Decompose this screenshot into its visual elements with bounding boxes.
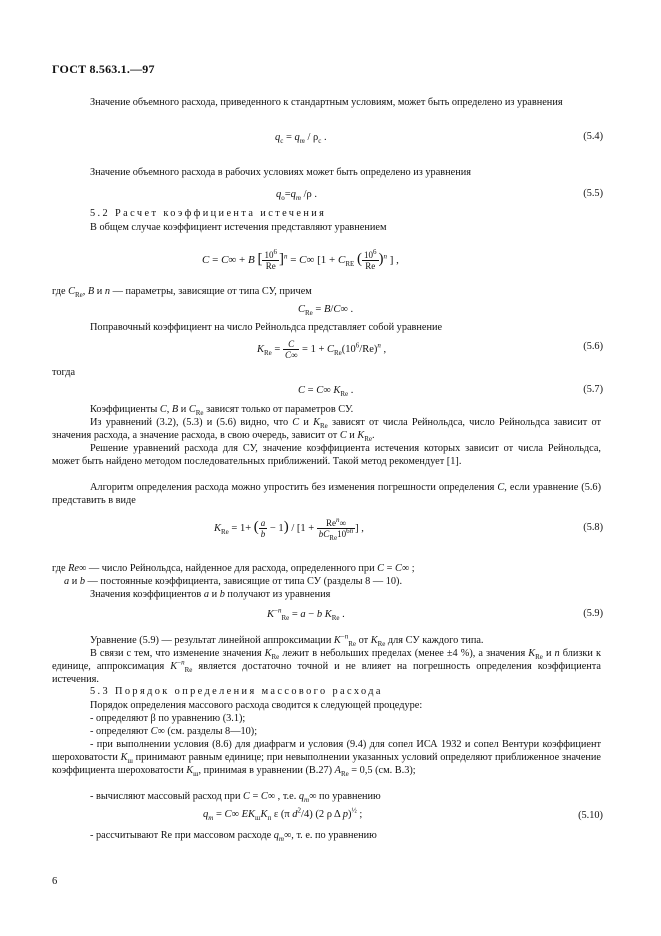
- equation-5-5: $q_о=q_m$ /ρ .: [276, 189, 318, 203]
- list-item: - определяют β по уравнению (3.1);: [90, 713, 246, 724]
- paragraph-dependency: Из уравнений (3.2), (5.3) и (5.6) видно, что C и $K_{Re}$ зависят от числа Рейнольдса, число Рейнольдса зависит от значения расхода, а значение расхода, в свою очередь, зависит от C и $K_{Re}$.: [52, 417, 601, 444]
- paragraph-then: тогда: [52, 367, 76, 378]
- list-item: - вычисляют массовый расход при C = C∞ , т.е. $q_m\infty$ по уравнению: [90, 791, 381, 805]
- list-item: - при выполнении условия (8.6) для диафрагм и условия (9.4) для сопел ИСА 1932 и сопел Вентури коэффициент шероховатости $K_ш$ принимают равным единице; при невыполнении указанных условий определяют приближенное значение коэффициента шероховатости $K_ш$, принимая в уравнении (В.27) $A_{Re} = 0,5$ (см. В.3);: [52, 739, 601, 779]
- paragraph-volume-standard: Значение объемного расхода, приведенного к стандартным условиям, может быть определено из уравнения: [90, 97, 563, 108]
- paragraph-ab-values: Значения коэффициентов a и b получают из уравнения: [90, 589, 331, 600]
- paragraph-procedure: Порядок определения массового расхода сводится к следующей процедуре:: [90, 700, 423, 711]
- document-header: ГОСТ 8.563.1.—97: [52, 62, 155, 76]
- equation-number-5-9: (5.9): [583, 608, 603, 619]
- paragraph-approximation-accuracy: В связи с тем, что изменение значения $K_{Re}$ лежит в небольших пределах (менее ±4 %), а значения $K_{Re}$ и n близки к единице, аппроксимация $K^{-n}_{Re}$ является достаточно точной и не влияет на погрешность определения коэффициента истечения.: [52, 648, 601, 685]
- section-title-5-3: 5.3 Порядок определения массового расхода: [90, 686, 383, 697]
- paragraph-iterative-solution: Решение уравнений расхода для СУ, значение коэффициента истечения которых зависит от числа Рейнольдса, может быть найдено методом последовательных приближений. Такой метод рекомендует [1].: [52, 443, 601, 467]
- equation-number-5-10: (5.10): [578, 810, 603, 821]
- paragraph-re-infinity: где Re∞ — число Рейнольдса, найденное для расхода, определенного при C = C∞ ;: [52, 563, 415, 574]
- paragraph-ab-constants: a и b — постоянные коэффициента, зависящие от типа СУ (разделы 8 — 10).: [64, 576, 403, 587]
- equation-number-5-6: (5.6): [583, 341, 603, 352]
- equation-discharge-coefficient: C = C∞ + B [ $\frac{10^6}{Re}$ ]$^n$ = C∞ [$1 + C_{RE}$ ( $\frac{10^6}{Re}$ )$^n$ ] ,: [202, 248, 399, 271]
- paragraph-coefficients: Коэффициенты C, B и $C_{Re}$ зависят только от параметров СУ.: [90, 404, 354, 418]
- equation-5-4: $q_с = q_m / \rho_с$ .: [275, 132, 327, 146]
- equation-5-8: $K_{Re} = 1+$ ( $\frac{a}{b}$ − 1) / [1 + $\frac{Re^n\infty}{bC_{Re}10^{6n}}$ ] ,: [214, 516, 364, 542]
- equation-number-5-7: (5.7): [583, 384, 603, 395]
- equation-5-6: $K_{Re}$ = $\frac{C}{C\infty}$ = $1 + C_{Re}(10^6/Re)^n$ ,: [257, 339, 387, 360]
- equation-5-10: $q_m = C\infty$ $EK_шK_п$ ε (π $d^2/4$) (2 ρ Δ p)$^{\frac{1}{2}}$ ;: [203, 806, 363, 823]
- list-item: - определяют C∞ (см. разделы 8—10);: [90, 726, 258, 737]
- equation-number-5-8: (5.8): [583, 522, 603, 533]
- paragraph-algorithm: Алгоритм определения расхода можно упростить без изменения погрешности определения C, если уравнение (5.6) представить в виде: [52, 482, 601, 506]
- equation-5-7: C = C∞ $K_{Re}$ .: [298, 385, 354, 399]
- paragraph-correction-factor: Поправочный коэффициент на число Рейнольдса представляет собой уравнение: [90, 322, 443, 333]
- paragraph-volume-working: Значение объемного расхода в рабочих условиях может быть определено из уравнения: [90, 167, 471, 178]
- equation-5-9: $K^{-n}_{Re} = a - b$ $K_{Re}$ .: [267, 606, 345, 623]
- paragraph-linear-approximation: Уравнение (5.9) — результат линейной аппроксимации $K^{-n}_{Re}$ от $K_{Re}$ для СУ каждого типа.: [90, 632, 484, 649]
- section-title-5-2: 5.2 Расчет коэффициента истечения: [90, 208, 327, 219]
- equation-cre: $C_{Re} = B/C\infty$ .: [298, 304, 354, 318]
- paragraph-parameters: где $C_{Re}$, B и n — параметры, зависящие от типа СУ, причем: [52, 286, 312, 300]
- list-item: - рассчитывают Re при массовом расходе $q_m\infty$, т. е. по уравнению: [90, 830, 377, 844]
- page-number: 6: [52, 876, 58, 887]
- paragraph-discharge-general: В общем случае коэффициент истечения представляют уравнением: [90, 222, 387, 233]
- equation-number-5-5: (5.5): [583, 188, 603, 199]
- equation-number-5-4: (5.4): [583, 131, 603, 142]
